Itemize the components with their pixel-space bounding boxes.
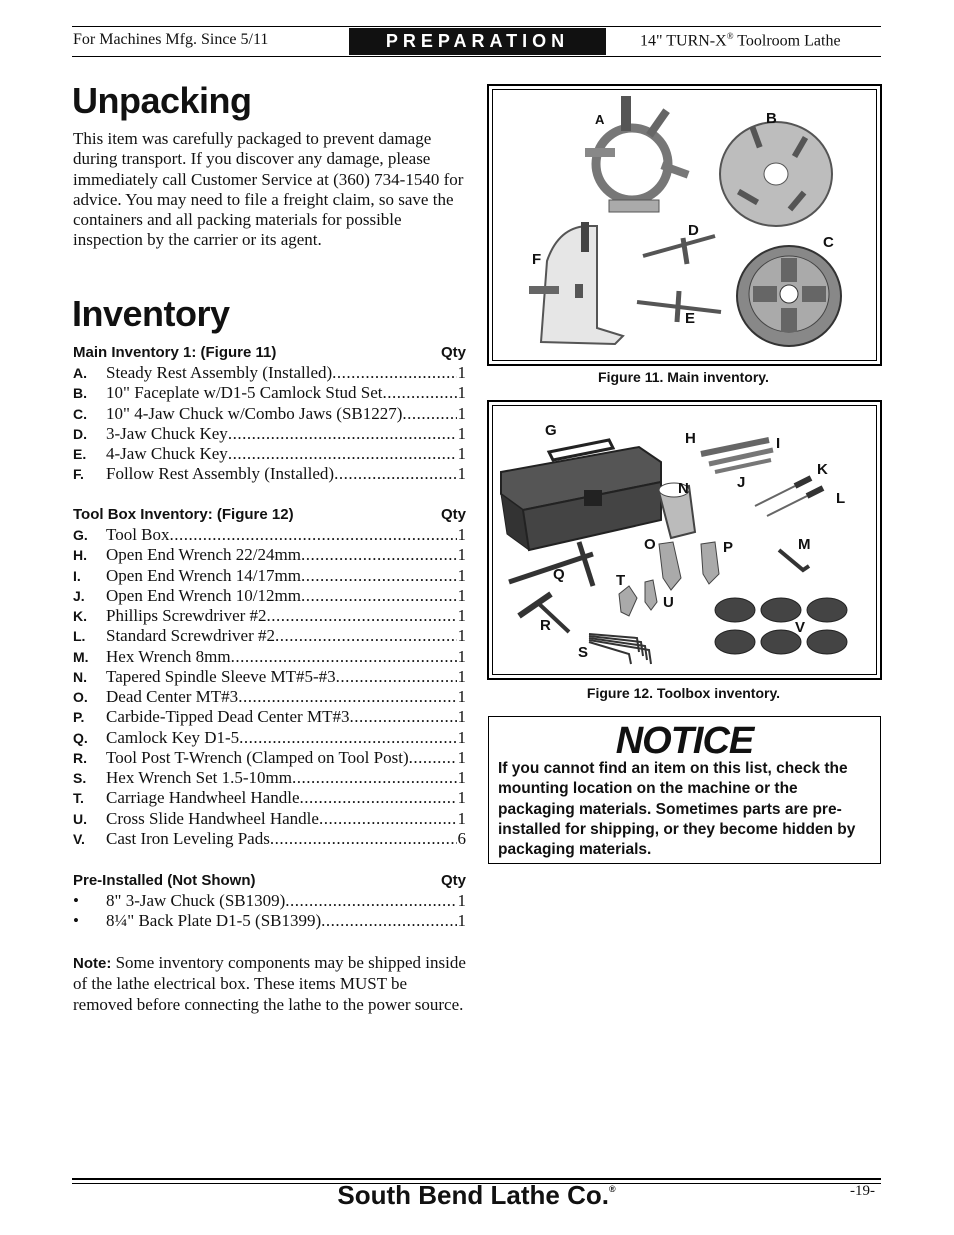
page-number: -19- (850, 1183, 875, 1199)
fig12-label-g: G (545, 422, 557, 439)
spindle-sleeve-drawing (659, 483, 695, 538)
leveling-pads-drawing (715, 598, 847, 654)
item-letter: I. (73, 567, 81, 584)
leader-dots (321, 911, 456, 931)
note-paragraph (73, 953, 466, 1015)
inventory-row (73, 748, 466, 768)
fig11-label-f: F (532, 251, 542, 268)
item-letter: C. (73, 405, 87, 422)
item-description: Hex Wrench 8mm (106, 646, 231, 666)
item-qty: 1 (457, 545, 466, 565)
item-description: Tapered Spindle Sleeve MT#5-#3 (106, 666, 336, 686)
inventory-row (73, 707, 466, 727)
figure-11-frame (487, 84, 882, 366)
item-letter: N. (73, 668, 87, 685)
fig12-label-o: O (644, 536, 656, 553)
item-qty: 1 (457, 525, 466, 544)
fig12-label-v: V (795, 619, 806, 636)
item-qty: 1 (457, 363, 466, 382)
inventory-row (73, 545, 466, 565)
item-qty: 1 (457, 444, 466, 464)
item-qty: 1 (457, 423, 466, 443)
item-qty: 1 (457, 646, 466, 666)
item-letter: D. (73, 425, 87, 442)
inventory-row (73, 788, 466, 808)
unpacking-paragraph: This item was carefully packaged to prevent damage during transport. If you discover any damage, please immediately call Customer Service at (360) 734-1540 for advice. You may need to file a freight claim, so save the containers and all packing materials for possible inspection by the carrier or its agent. (73, 129, 464, 250)
hex-wrench-drawing (779, 550, 809, 570)
leader-dots (409, 748, 457, 768)
fig11-label-b: B (766, 110, 777, 127)
fig12-label-r: R (540, 617, 551, 634)
leader-dots (239, 728, 456, 748)
hex-wrench-set-drawing (589, 634, 651, 664)
fig12-label-s: S (578, 644, 589, 661)
inventory-row (73, 383, 466, 403)
item-letter: J. (73, 587, 85, 604)
inventory-row (73, 809, 466, 829)
leader-dots (238, 687, 456, 707)
item-description: Camlock Key D1-5 (106, 727, 240, 747)
inventory-row (73, 687, 466, 707)
faceplate-drawing (720, 122, 832, 226)
item-description: Carbide-Tipped Dead Center MT#3 (106, 707, 350, 727)
item-letter: L. (73, 628, 86, 645)
leader-dots (228, 444, 457, 464)
fig11-label-c: C (823, 234, 834, 251)
fig12-label-i: I (776, 435, 781, 452)
item-description: Cross Slide Handwheel Handle (106, 808, 319, 828)
four-jaw-chuck-drawing (737, 246, 841, 346)
inventory-row (73, 647, 466, 667)
four-jaw-key-drawing (637, 291, 721, 322)
item-letter: T. (73, 790, 84, 807)
note-text: Some inventory components may be shipped inside of the lathe electrical box. These items MUST be removed before connecting the lathe to the power source. (73, 953, 466, 1014)
bullet: • (73, 911, 79, 931)
notice-title: NOTICE (615, 720, 754, 762)
item-qty: 1 (457, 464, 466, 484)
item-letter: H. (73, 547, 87, 564)
inventory-row (73, 667, 466, 687)
fig11-label-d: D (688, 222, 699, 239)
item-qty: 1 (457, 606, 466, 626)
header-machine-note: For Machines Mfg. Since 5/11 (73, 31, 269, 48)
fig12-label-q: Q (553, 566, 565, 583)
inventory-heading: Inventory (72, 293, 230, 334)
leader-dots (402, 404, 456, 424)
item-description: 3-Jaw Chuck Key (106, 423, 228, 443)
item-letter: S. (73, 770, 87, 787)
item-description: Hex Wrench Set 1.5-10mm (106, 768, 292, 788)
item-qty: 1 (457, 808, 466, 828)
leader-dots (228, 424, 457, 444)
item-description: Standard Screwdriver #2 (106, 626, 276, 646)
leader-dots (336, 667, 457, 687)
item-qty: 1 (457, 383, 466, 403)
inventory-row (73, 728, 466, 748)
leader-dots (334, 464, 456, 484)
inventory-row (73, 891, 466, 911)
item-letter: U. (73, 810, 87, 827)
follow-rest-drawing (529, 222, 623, 344)
leader-dots (275, 626, 456, 646)
leader-dots (285, 891, 456, 911)
item-letter: A. (73, 365, 87, 381)
header-product-name: 14" TURN-X® Toolroom Lathe (640, 31, 841, 50)
item-letter: Q. (73, 729, 88, 746)
dead-centers-drawing (659, 542, 719, 590)
notice-box (488, 716, 881, 864)
item-description: Open End Wrench 10/12mm (106, 585, 301, 605)
inventory-row (73, 525, 466, 545)
leader-dots (267, 606, 457, 626)
header-rule-top (72, 26, 881, 27)
fig12-label-k: K (817, 461, 828, 478)
fig12-label-j: J (737, 474, 746, 491)
item-qty: 1 (457, 666, 466, 686)
open-end-wrenches-drawing (701, 440, 773, 472)
item-qty: 1 (457, 626, 466, 646)
item-qty: 1 (457, 707, 466, 727)
item-letter: R. (73, 749, 87, 766)
item-description: 10" Faceplate w/D1-5 Camlock Stud Set (106, 383, 383, 403)
preinstalled-list (73, 891, 466, 932)
leader-dots (292, 768, 457, 788)
leader-dots (231, 647, 457, 667)
item-qty: 1 (457, 911, 466, 931)
item-description: 8" 3-Jaw Chuck (SB1309) (106, 891, 286, 910)
leader-dots (301, 566, 457, 586)
item-description: 4-Jaw Chuck Key (106, 444, 228, 464)
item-qty: 1 (457, 403, 466, 423)
item-description: Open End Wrench 14/17mm (106, 565, 301, 585)
fig12-label-h: H (685, 430, 696, 447)
item-letter: V. (73, 830, 85, 847)
leader-dots (170, 525, 457, 545)
unpacking-heading: Unpacking (72, 80, 252, 121)
item-description: Tool Box (106, 525, 170, 544)
bullet: • (73, 891, 79, 910)
fig12-label-n: N (678, 480, 689, 497)
item-qty: 1 (457, 891, 466, 910)
inventory-row (73, 363, 466, 383)
item-letter: P. (73, 709, 85, 726)
toolbox-inventory-heading: Tool Box Inventory: (Figure 12) Qty (73, 506, 466, 523)
note-label: Note: (73, 955, 112, 972)
header-section-title: PREPARATION (349, 28, 606, 55)
leader-dots (319, 809, 457, 829)
item-qty: 1 (457, 687, 466, 707)
fig11-label-e: E (685, 310, 696, 327)
item-description: 8¼" Back Plate D1-5 (SB1399) (106, 911, 322, 931)
inventory-row (73, 911, 466, 931)
leader-dots (332, 363, 456, 383)
item-description: Steady Rest Assembly (Installed) (106, 363, 333, 382)
notice-text: If you cannot find an item on this list, check the mounting location on the machine or the packaging materials. Sometimes parts are pre-installed for shipping, or they become hidden by packaging materials. (498, 760, 856, 859)
header-rule-bottom (72, 56, 881, 57)
inventory-row (73, 768, 466, 788)
leader-dots (300, 788, 457, 808)
inventory-row (73, 566, 466, 586)
item-description: Cast Iron Leveling Pads (106, 828, 270, 848)
preinstalled-heading: Pre-Installed (Not Shown) Qty (73, 872, 466, 889)
footer-brand: South Bend Lathe Co.® (337, 1180, 616, 1210)
inventory-row (73, 424, 466, 444)
figure-11-caption: Figure 11. Main inventory. (598, 369, 769, 385)
inventory-row (73, 444, 466, 464)
toolbox-inventory-list (73, 525, 466, 849)
item-description: Dead Center MT#3 (106, 687, 239, 707)
item-letter: G. (73, 527, 88, 543)
figure-12-frame (487, 400, 882, 680)
item-description: Tool Post T-Wrench (Clamped on Tool Post) (106, 747, 409, 767)
item-description: Phillips Screwdriver #2 (106, 606, 267, 626)
item-description: Open End Wrench 22/24mm (106, 545, 301, 565)
item-qty: 1 (457, 727, 466, 747)
item-letter: O. (73, 689, 88, 706)
item-description: Follow Rest Assembly (Installed) (106, 464, 335, 484)
camlock-key-drawing (509, 542, 593, 586)
screwdrivers-drawing (755, 478, 823, 516)
three-jaw-key-drawing (643, 236, 715, 264)
item-qty: 1 (457, 788, 466, 808)
leader-dots (383, 383, 457, 403)
item-qty: 1 (457, 768, 466, 788)
item-description: 10" 4-Jaw Chuck w/Combo Jaws (SB1227) (106, 403, 403, 423)
inventory-row (73, 404, 466, 424)
item-letter: K. (73, 608, 87, 625)
item-letter: E. (73, 446, 87, 463)
item-letter: F. (73, 466, 84, 483)
fig12-label-p: P (723, 539, 734, 556)
leader-dots (301, 586, 457, 606)
figure-12-caption: Figure 12. Toolbox inventory. (586, 685, 781, 701)
fig12-label-u: U (663, 594, 674, 611)
fig12-label-m: M (798, 536, 811, 553)
item-description: Carriage Handwheel Handle (106, 788, 300, 808)
fig11-label-a: A (595, 112, 605, 127)
fig12-label-l: L (836, 490, 846, 507)
inventory-row (73, 606, 466, 626)
main-inventory-heading: Main Inventory 1: (Figure 11) Qty (73, 344, 466, 361)
item-qty: 1 (457, 747, 466, 767)
fig12-label-t: T (616, 572, 626, 589)
main-inventory-list (73, 363, 466, 485)
leader-dots (270, 829, 457, 849)
leader-dots (349, 707, 456, 727)
item-qty: 6 (457, 828, 466, 848)
inventory-row (73, 586, 466, 606)
inventory-row (73, 829, 466, 849)
item-qty: 1 (457, 585, 466, 605)
inventory-row (73, 626, 466, 646)
item-qty: 1 (457, 565, 466, 585)
toolbox-drawing (501, 440, 661, 550)
item-letter: M. (73, 648, 89, 665)
inventory-row (73, 464, 466, 484)
item-letter: B. (73, 385, 87, 402)
leader-dots (301, 545, 457, 565)
